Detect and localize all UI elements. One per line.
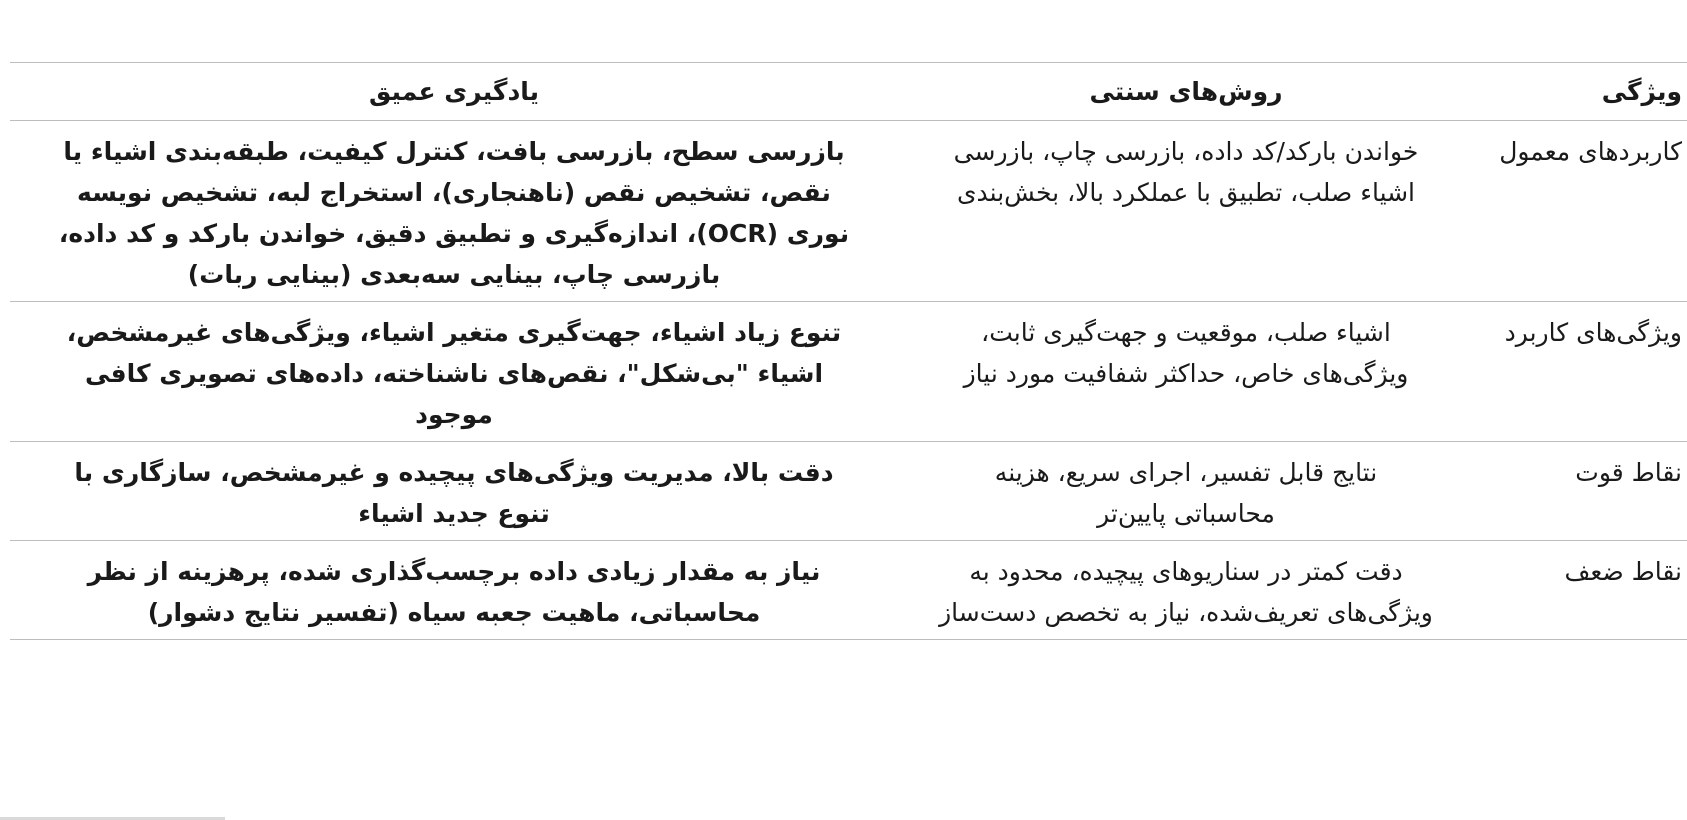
deep-learning-text: بازرسی سطح، بازرسی بافت، کنترل کیفیت، طبقه‌بندی اشیاء یا نقص، تشخیص نقص (ناهنجاری)، استخراج لبه، تشخیص نویسه نوری (OCR)، اندازه‌گیری و تطبیق دقیق، خواندن بارکد و کد داده، بازرسی چاپ، بینایی سه‌بعدی (بینایی ربات) [58, 137, 850, 289]
deep-learning-text: دقت بالا، مدیریت ویژگی‌های پیچیده و غیرمشخص، سازگاری با تنوع جدید اشیاء [74, 458, 834, 528]
header-traditional-methods: روش‌های سنتی [898, 63, 1474, 121]
table-row [10, 302, 1687, 442]
row-deep-learning-cell [10, 302, 898, 442]
table-row [10, 121, 1687, 302]
comparison-table [10, 62, 1687, 640]
row-feature-cell: نقاط قوت [1474, 442, 1687, 541]
traditional-text: اشیاء صلب، موقعیت و جهت‌گیری ثابت، ویژگی‌های خاص، حداکثر شفافیت مورد نیاز [963, 318, 1409, 388]
row-deep-learning-cell [10, 121, 898, 302]
table-row [10, 442, 1687, 541]
traditional-text: خواندن بارکد/کد داده، بازرسی چاپ، بازرسی اشیاء صلب، تطبیق با عملکرد بالا، بخش‌بندی [953, 137, 1419, 207]
traditional-text: دقت کمتر در سناریوهای پیچیده، محدود به ویژگی‌های تعریف‌شده، نیاز به تخصص دست‌ساز [939, 557, 1433, 627]
header-feature: ویژگی [1474, 63, 1687, 121]
table-row [10, 541, 1687, 640]
deep-learning-text: تنوع زیاد اشیاء، جهت‌گیری متغیر اشیاء، ویژگی‌های غیرمشخص، اشیاء "بی‌شکل"، نقص‌های ناشناخته، داده‌های تصویری کافی موجود [66, 318, 842, 429]
row-traditional-cell [898, 442, 1474, 541]
row-feature-cell: نقاط ضعف [1474, 541, 1687, 640]
table-header-row [10, 63, 1687, 121]
deep-learning-text: نیاز به مقدار زیادی داده برچسب‌گذاری شده، پرهزینه از نظر محاسباتی، ماهیت جعبه سیاه (تفسیر نتایج دشوار) [87, 557, 821, 627]
traditional-text: نتایج قابل تفسیر، اجرای سریع، هزینه محاسباتی پایین‌تر [994, 458, 1378, 528]
comparison-table-container [10, 62, 1687, 640]
row-deep-learning-cell [10, 541, 898, 640]
header-deep-learning: یادگیری عمیق [10, 63, 898, 121]
row-traditional-cell [898, 302, 1474, 442]
row-traditional-cell [898, 541, 1474, 640]
row-feature-cell: کاربردهای معمول [1474, 121, 1687, 302]
row-feature-cell: ویژگی‌های کاربرد [1474, 302, 1687, 442]
row-traditional-cell [898, 121, 1474, 302]
row-deep-learning-cell [10, 442, 898, 541]
